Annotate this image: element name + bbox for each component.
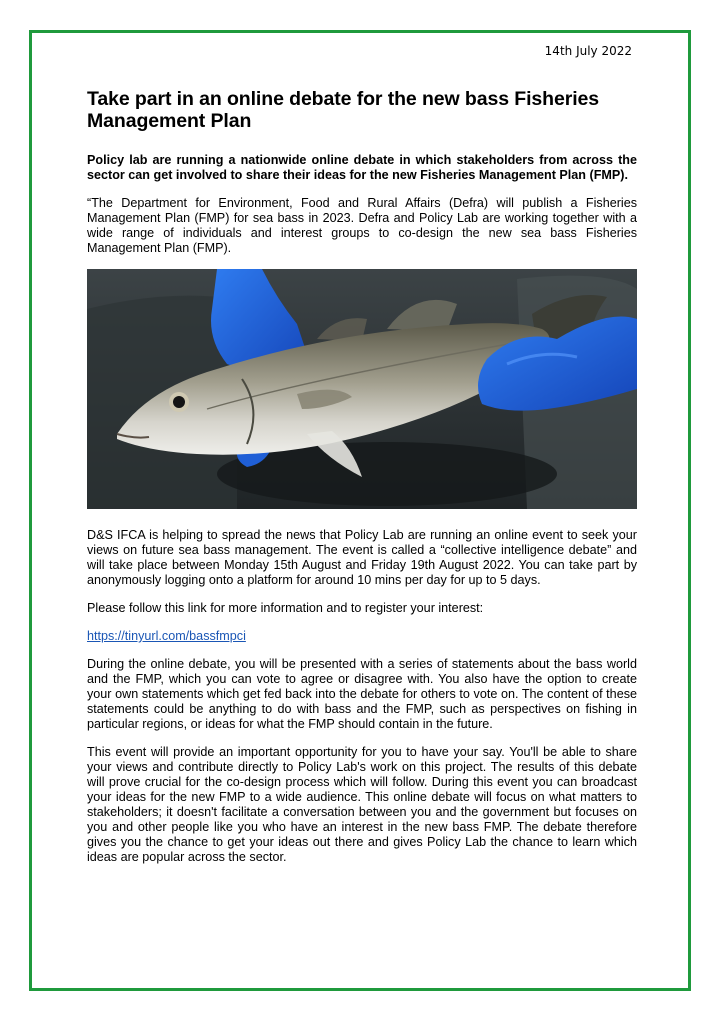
document-date: 14th July 2022 xyxy=(544,44,632,58)
sea-bass-photo xyxy=(87,269,637,509)
article xyxy=(87,88,637,878)
register-link[interactable]: https://tinyurl.com/bassfmpci xyxy=(87,629,246,643)
link-paragraph xyxy=(87,629,637,644)
paragraph-follow-link: Please follow this link for more information and to register your interest: xyxy=(87,601,484,615)
article-lead: Policy lab are running a nationwide online debate in which stakeholders from across the sector can get involved to share their ideas for the new Fisheries Management Plan (FMP). xyxy=(87,153,637,182)
paragraph-opportunity: This event will provide an important opportunity for you to have your say. You'll be able to share your views and contribute directly to Policy Lab's work on this project. The results of this debate will prove crucial for the co-design process which will follow. During this event you can broadcast your ideas for the new FMP to a wide audience. This online debate will focus on what matters to stakeholders; it doesn't facilitate a conversation between you and the government but focuses on you and other people like you who have an interest in the new bass FMP. The debate therefore gives you the chance to get your ideas out there and gives Policy Lab the chance to learn which ideas are popular across the sector. xyxy=(87,745,637,864)
paragraph-defra-quote: “The Department for Environment, Food and Rural Affairs (Defra) will publish a Fisheries Management Plan (FMP) for sea bass in 2023. Defra and Policy Lab are working together with a wide range of individuals and interest groups to co-design the new sea bass Fisheries Management Plan (FMP). xyxy=(87,196,637,255)
paragraph-online-debate: During the online debate, you will be presented with a series of statements about the bass world and the FMP, which you can vote to agree or disagree with. You also have the option to create your own statements which get fed back into the debate for others to vote on. The content of these statements could be anything to do with bass and the FMP, such as perspectives on fishing in particular regions, or ideas for what the FMP should contain in the future. xyxy=(87,657,637,731)
paragraph-dsifca: D&S IFCA is helping to spread the news that Policy Lab are running an online event to seek your views on future sea bass management. The event is called a “collective intelligence debate” and will take place between Monday 15th August and Friday 19th August 2022. You can take part by anonymously logging onto a platform for around 10 mins per day for up to 5 days. xyxy=(87,528,637,587)
article-title: Take part in an online debate for the new bass Fisheries Management Plan xyxy=(87,88,600,132)
